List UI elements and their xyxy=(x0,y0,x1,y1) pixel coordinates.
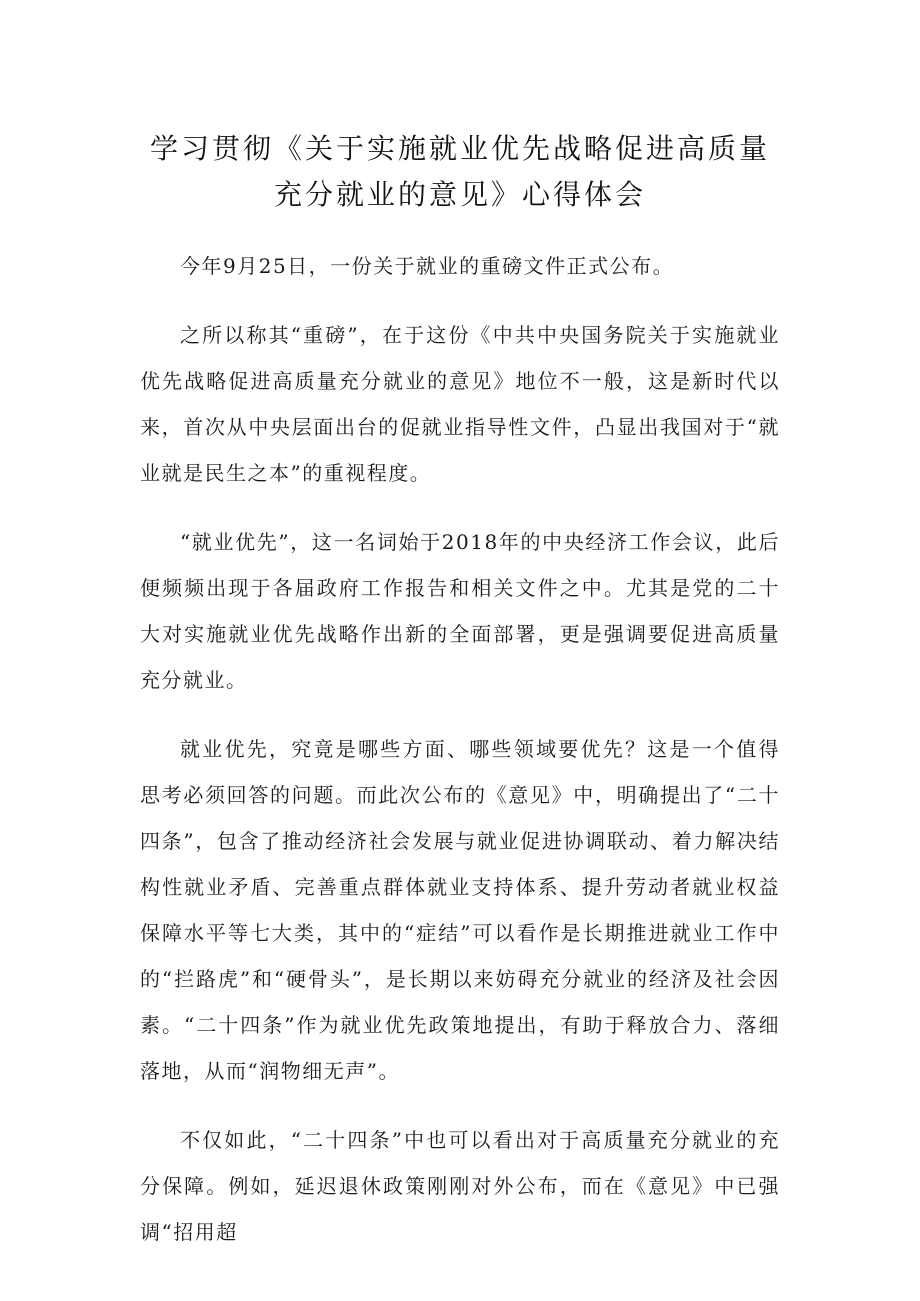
document-title: 学习贯彻《关于实施就业优先战略促进高质量充分就业的意见》心得体会 xyxy=(149,132,770,211)
paragraph-1: 今年9月25日，一份关于就业的重磅文件正式公布。 xyxy=(180,254,675,278)
paragraph-4: 就业优先，究竟是哪些方面、哪些领域要优先？这是一个值得思考必须回答的问题。而此次公布的《意见》中，明确提出了“二十四条”，包含了推动经济社会发展与就业促进协调联动、着力解决结构性就业矛盾、完善重点群体就业支持体系、提升劳动者就业权益保障水平等七大类，其中的“症结”可以看作是长期推进就业工作中的“拦路虎”和“硬骨头”，是长期以来妨碍充分就业的经济及社会因素。“二十四条”作为就业优先政策地提出，有助于释放合力、落细落地，从而“润物细无声”。 xyxy=(140,737,780,1083)
paragraph-2: 之所以称其“重磅”，在于这份《中共中央国务院关于实施就业优先战略促进高质量充分就业的意见》地位不一般，这是新时代以来，首次从中央层面出台的促就业指导性文件，凸显出我国对于“就业就是民生之本”的重视程度。 xyxy=(140,323,780,485)
document-body xyxy=(140,243,780,1278)
paragraph-3: “就业优先”，这一名词始于2018年的中央经济工作会议，此后便频频出现于各届政府工作报告和相关文件之中。尤其是党的二十大对实施就业优先战略作出新的全面部署，更是强调要促进高质量充分就业。 xyxy=(140,530,780,692)
paragraph-5: 不仅如此，“二十四条”中也可以看出对于高质量充分就业的充分保障。例如，延迟退休政策刚刚对外公布，而在《意见》中已强调“招用超 xyxy=(140,1128,780,1244)
